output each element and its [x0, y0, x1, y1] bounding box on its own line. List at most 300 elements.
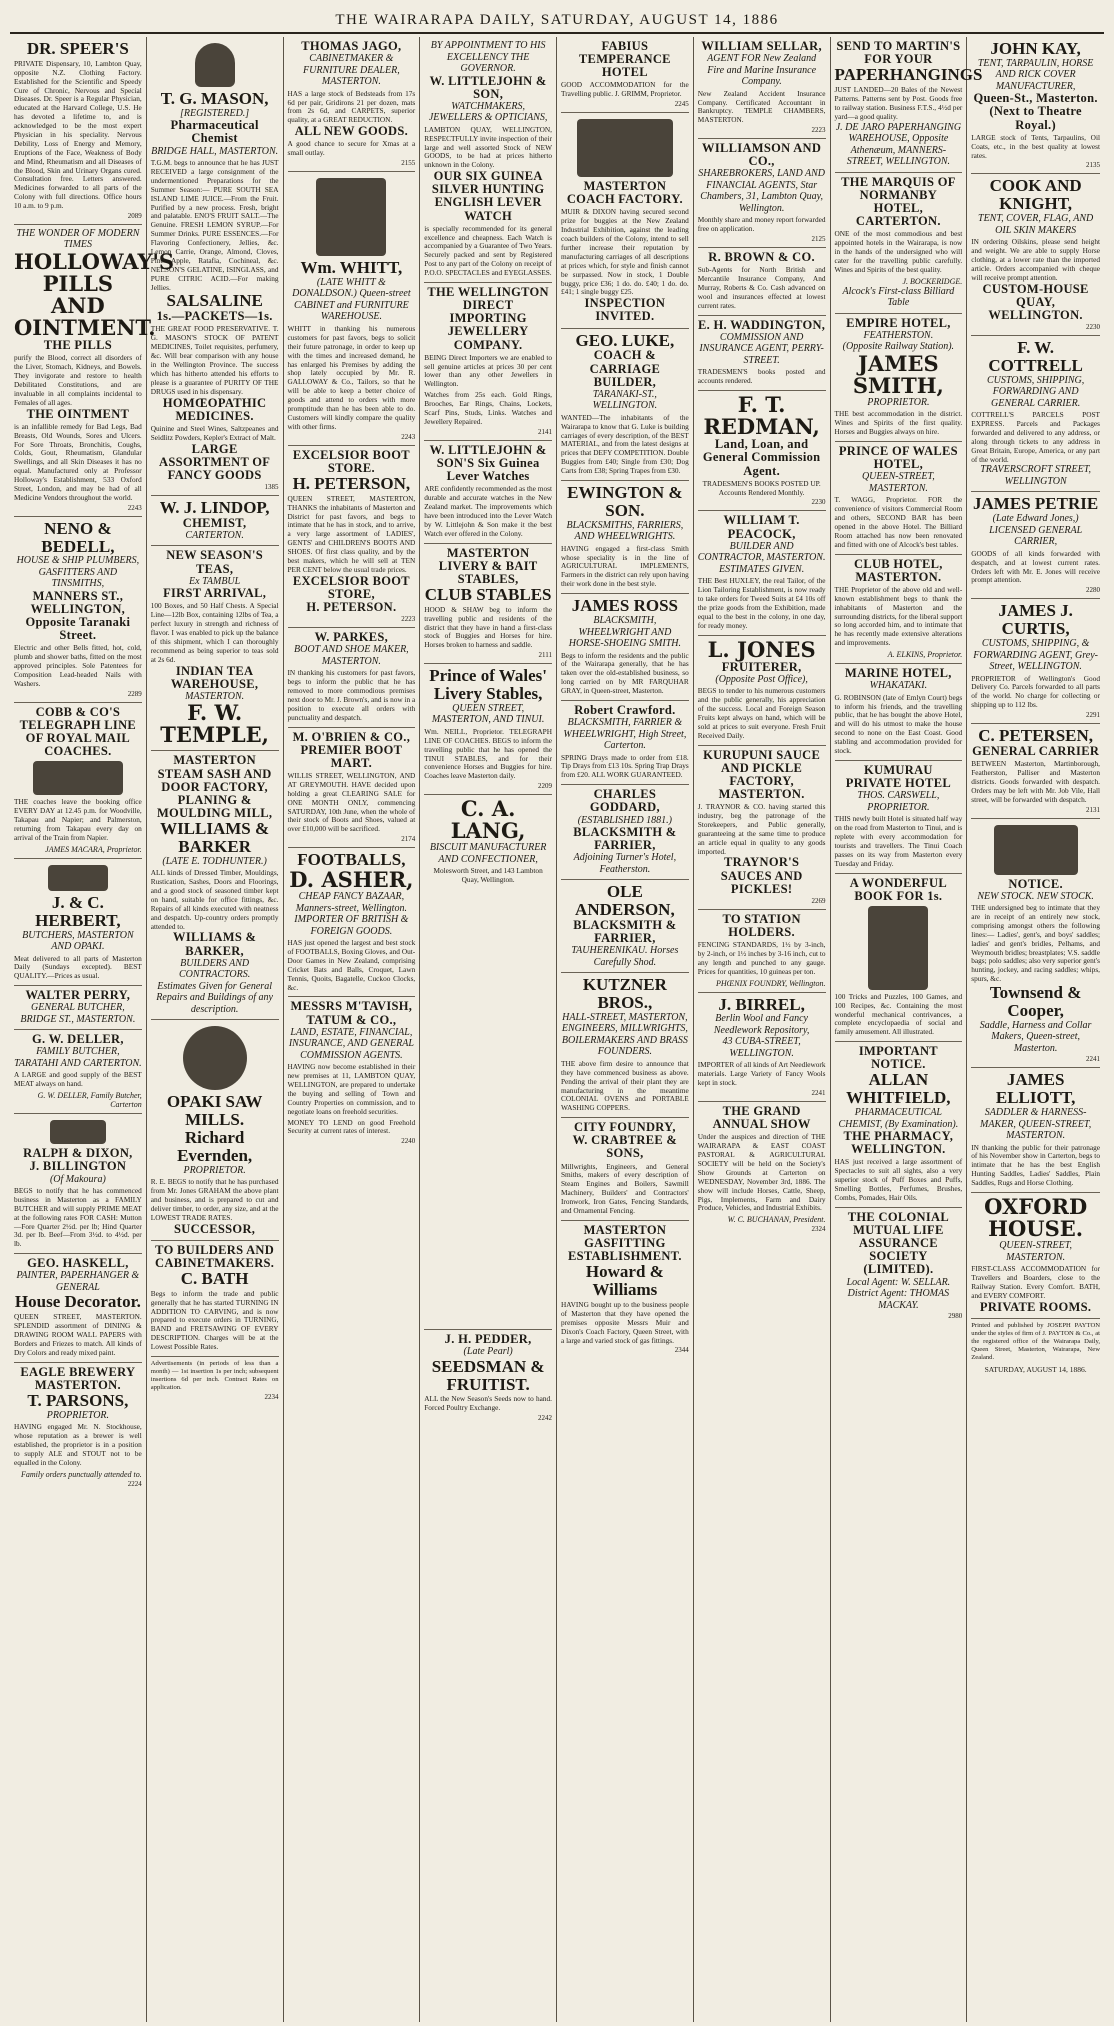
ad-body: IN thanking his customers for past favors, begs to inform the public that he has removed to more commodious premises next door to Mr. J. Brown's, and is now in a position to execute all orders with punctuality and despatch. — [287, 668, 416, 722]
ad-heading: J. BILLINGTON — [29, 1159, 127, 1174]
ad-body: FENCING STANDARDS, 1½ by 3-inch, by 2-inch, or 1½ inches by 3-16 inch, cut to any length and punched to any gauge. Prices for quantities, 10 guineas per ton. — [697, 940, 826, 976]
ad-pedder — [424, 1330, 552, 1426]
ad-billington — [14, 1114, 142, 1254]
ad-heading: TO BUILDERS AND CABINETMAKERS. — [155, 1242, 275, 1270]
ad-body: A good chance to secure for Xmas at a small outlay. — [287, 139, 416, 158]
ad-heading: NEW SEASON'S TEAS, — [166, 548, 264, 576]
ad-heading: WILLIAMSON AND CO., — [702, 141, 822, 169]
ad-body: T.G.M. begs to announce that he has JUST RECEIVED a large consignment of the undermentioned Preparations for the Summer Season:— PURE SOUTH SEA ISLAND LIME JUICE.—From the Fruit. Purified by a new process. Fresh, bright and palatable. ENO'S FRUIT SALT.—The Genuine. FRESH LEMON SYRUP.—For Summer Drinks. PURE ESSENCES.—For Flavoring Confectionery, Jellies, &c. Lemon Carrie, Orange, Almond, Cloves, Pine Apple, Ratafia, Cochineal, &c. NELSON'S GELATINE, ISINGLASS, and PURE CITRIC ACID.—For making Jellies. — [150, 158, 279, 292]
ad-subheading: Ex TAMBUL — [189, 575, 241, 587]
ad-subheading: (LATE WHITT & DONALDSON.) Queen-street CABINET and FURNITURE WAREHOUSE. — [292, 276, 411, 323]
ad-number: 2209 — [538, 782, 552, 791]
coach-illustration — [33, 761, 123, 795]
ad-address: CARTERTON. — [185, 529, 244, 541]
ad-heading: THE WELLINGTON DIRECT IMPORTING JEWELLERY COMPANY. — [427, 285, 549, 352]
ad-number: 2245 — [674, 100, 689, 109]
ad-mason — [151, 37, 279, 496]
ad-subheading: SADDLER & HARNESS-MAKER, QUEEN-STREET, MASTERTON. — [980, 1107, 1092, 1142]
ad-birrel — [698, 993, 826, 1103]
ad-address: Queen-St., Masterton. (Next to Theatre Royal.) — [973, 91, 1098, 132]
ad-subheading: PHARMACEUTICAL CHEMIST, (By Examination). — [838, 1107, 959, 1130]
ad-number: 2223 — [401, 615, 416, 624]
ad-body: THE Best HUXLEY, the real Tailor, of the Lion Tailoring Establishment, is now ready to take orders for Tweed Suits at £4 10s off the prize goods from the Exhibition, made equal to the best in the colony, in one day, for ready money. — [697, 576, 826, 630]
ad-holloway — [14, 225, 175, 517]
ad-station-holders — [698, 910, 826, 993]
ad-colonial-mutual — [835, 1208, 963, 1324]
ad-subheading: FAMILY BUTCHER, TARATAHI AND CARTERTON. — [14, 1046, 142, 1069]
ad-heading-large: F. T. REDMAN, — [703, 392, 820, 440]
ad-heading: J. BIRREL, — [718, 994, 805, 1014]
column-8 — [967, 37, 1104, 2022]
ad-body: JUST LANDED—20 Bales of the Newest Patterns. Patterns sent by Post. Goods free to railway station. Business F.T.S., 4½d per yard—a good quality. — [834, 85, 963, 121]
ad-subheading: PROPRIETOR. — [183, 1164, 246, 1176]
ad-heading: W. CRABTREE & SONS, — [572, 1133, 678, 1161]
ad-whitfield — [835, 1042, 963, 1208]
ad-oxford-house — [971, 1193, 1100, 1319]
ad-number: 2234 — [264, 1393, 279, 1402]
ad-heading: Prince of Wales' Livery Stables, — [429, 666, 547, 704]
ad-subheading: LAND, ESTATE, FINANCIAL, INSURANCE, AND GENERAL COMMISSION AGENTS. — [288, 1026, 414, 1061]
column-5 — [557, 37, 694, 2022]
sheep-illustration — [50, 1120, 106, 1144]
ad-elliott — [971, 1068, 1100, 1193]
ad-body: Quinine and Steel Wines, Saltzpeanes and Seidlitz Powders, Kepler's Extract of Malt. — [150, 423, 279, 442]
ad-address: TARANAKI-ST., WELLINGTON. — [592, 388, 658, 412]
ad-ross — [561, 594, 689, 701]
ad-body: Begs to inform the trade and public generally that he has started TURNING IN ADDITION TO CARVING, and is now prepared to execute orders in TURNING, BAND and FRETSAWING OF EVERY DESCRIPTION. Charges will be at the Lowest Possible Rates. — [150, 1288, 279, 1352]
ad-coach-factory — [561, 113, 689, 328]
ad-williams-barker — [151, 751, 279, 1020]
mortar-pestle-illustration — [195, 43, 235, 87]
ad-signature: JAMES MACARA, Proprietor. — [45, 844, 142, 854]
ad-subheading: GENERAL CARRIER — [972, 743, 1100, 758]
ad-number: 2230 — [1086, 322, 1100, 331]
ad-number: 1385 — [264, 482, 279, 491]
ad-bath — [151, 1241, 279, 1357]
ad-number: 2155 — [401, 159, 416, 168]
ad-heading-large: Howard & Williams — [585, 1262, 664, 1300]
ad-subheading: HOMŒOPATHIC MEDICINES. — [162, 395, 267, 423]
ad-subheading: TRAYNOR'S SAUCES AND PICKLES! — [720, 855, 803, 896]
ad-subheading: THE PHARMACY, WELLINGTON. — [843, 1129, 954, 1157]
ad-heading: EXCELSIOR BOOT STORE. — [292, 447, 410, 475]
ad-subheading: HOUSE & SHIP PLUMBERS, GASFITTERS AND TINSMITHS, — [16, 555, 140, 590]
ad-cobb-co — [14, 703, 142, 859]
column-3 — [284, 37, 421, 2022]
ad-subheading: SHAREBROKERS, LAND AND FINANCIAL AGENTS, Star Chambers, 31, Lambton Quay, Wellington. — [698, 168, 825, 214]
ad-club-hotel — [835, 555, 963, 664]
imprint-date: SATURDAY, AUGUST 14, 1886. — [984, 1364, 1087, 1374]
ad-heading: WILLIAMS & BARKER, — [173, 930, 257, 958]
ad-address: Adjoining Turner's Hotel, Featherston. — [573, 852, 677, 875]
ad-cottrell — [971, 336, 1100, 493]
ad-subheading: FEATHERSTON. — [863, 329, 934, 341]
ad-body: HAVING bought up to the business people of Masterton that they have opened the premises opposite Messrs Muir and Dixon's Coach Factory, Queen Street, with a large and varied stock of gas fittings. — [561, 1300, 689, 1345]
ad-body: THE coaches leave the booking office EVERY DAY at 12.45 p.m. for Woodville, Takapau and Napier; and Palmerston, returning from Takapau every day on arrival of the Train from Napier. — [14, 797, 142, 842]
ad-number: 2230 — [811, 498, 826, 507]
ad-signature: G. W. DELLER, Family Butcher, Carterton — [37, 1091, 142, 1110]
ad-signature: W. C. BUCHANAN, President. — [727, 1215, 826, 1225]
ad-note: Alcock's First-class Billiard Table — [842, 285, 955, 309]
ad-subheading: PROPRIETOR. — [867, 396, 930, 408]
ad-martin — [834, 37, 983, 173]
ad-address: MASTERTON. — [185, 690, 245, 702]
ad-heading: Richard Evernden, — [177, 1127, 253, 1165]
ad-number: 2980 — [948, 1312, 963, 1320]
ad-body: ALL the New Season's Seeds now to hand. Forced Poultry Exchange. — [424, 1394, 552, 1413]
ad-subheading: [REGISTERED.] — [180, 107, 250, 119]
ad-heading: KUTZNER BROS., — [582, 975, 667, 1013]
ad-body: MONEY TO LEND on good Freehold Security at current rates of interest. — [287, 1117, 416, 1136]
ad-number: 2135 — [1086, 161, 1100, 170]
ad-heading: R. BROWN & CO. — [708, 250, 815, 265]
ad-body: BEING Direct Importers we are enabled to sell genuine articles at prices 30 per cent lower than any other Jewellers in Wellington. — [424, 352, 552, 389]
ad-subheading: COMMISSION AND INSURANCE AGENT, PERRY-STREET. — [699, 331, 824, 366]
ad-body: Electric and other Bells fitted, hot, cold, plumb and shower baths, fitted on the most approved principles. Sole Patentees for Composition Lead-headed Nails with Washers. — [14, 643, 142, 689]
columns — [10, 37, 1104, 2022]
ad-body: WILLIS STREET, WELLINGTON, AND AT GREYMOUTH. HAVE decided upon holding a great CLEARING SALE for ONE MONTH ONLY, commencing SATURDAY, 10th June, when the whole of their stock of Boots and Shoes, valued at over £10,000 will be sacrificed. — [287, 770, 416, 834]
ad-asher — [288, 848, 416, 997]
ad-heading-large: JAMES SMITH, — [852, 350, 944, 398]
ad-heading: J. H. PEDDER, — [444, 1332, 532, 1347]
ad-parkes — [288, 628, 416, 727]
ad-heading: TO STATION HOLDERS. — [722, 911, 801, 939]
ad-number: 2240 — [401, 1137, 416, 1146]
column-2 — [147, 37, 284, 2022]
ad-heading: RALPH & DIXON, — [23, 1146, 133, 1161]
ad-body: ARE confidently recommended as the most durable and accurate watches in the New Zealand market. The improvements which have been introduced into the Lever Watch by W. Littlejohn & Son make it the best Watch ever offered in the Colony. — [424, 484, 552, 538]
ad-lindop — [151, 496, 279, 546]
ad-subheading: QUEEN-STREET, MASTERTON. — [861, 471, 935, 494]
ad-subheading: Land, Loan, and General Commission Agent. — [702, 437, 821, 478]
ad-heading: EXCELSIOR BOOT STORE, — [292, 573, 410, 601]
ad-number: 2243 — [401, 432, 416, 441]
ad-continuation-space — [424, 885, 552, 1325]
imprint-text: Printed and published by JOSEPH PAYTON under the styles of firm of J. PAYTON & Co., at the registered office of the Wairarapa Daily, Queen Street, Masterton, Wairarapa, New Zealand. — [971, 1321, 1100, 1361]
ad-heading: COOK AND KNIGHT, — [989, 176, 1082, 214]
ad-wonderful-book — [835, 874, 963, 1043]
ad-heading: NOTICE. — [1008, 876, 1063, 891]
ad-body: THE GREAT FOOD PRESERVATIVE. T. G. MASON'S STOCK OF PATENT MEDICINES, Toilet requisites, perfumery, &c. Will bear comparison with any house in the Wellington Province. The success which has hitherto attended his efforts to please is a guarantee of PURITY OF THE DRUGS used in his dispensary. — [150, 324, 279, 396]
saw-blade-illustration — [183, 1026, 247, 1090]
column-4 — [420, 37, 557, 2022]
ad-luke — [561, 329, 689, 481]
ad-marine-hotel — [835, 664, 963, 761]
ad-opaki-saw-mills — [151, 1020, 279, 1240]
ad-heading: EWINGTON & SON. — [567, 483, 683, 520]
ad-curtis — [971, 599, 1100, 724]
ad-number: 2241 — [811, 1089, 826, 1098]
ad-grand-show — [698, 1102, 826, 1237]
ad-heading: MASTERTON COACH FACTORY. — [566, 179, 683, 207]
ad-prince-of-wales-hotel — [835, 442, 963, 555]
ad-address: (Opposite Post Office), — [715, 673, 808, 685]
ad-haskell — [14, 1254, 142, 1362]
ad-subheading: (Opposite Railway Station). — [842, 341, 955, 353]
ad-heading: THOMAS JAGO, — [301, 39, 402, 53]
ad-subheading: (ESTABLISHED 1881.) — [577, 814, 672, 826]
ad-body: 100 Boxes, and 50 Half Chests. A Special Line—12lb Box, containing 12lbs of Tea, a perfect luxury in strength and richness of flavor. I was enabled to pick up the balance of this shipment, which I can thoroughly recommend as being superior to teas sold at 2s 6d. — [150, 601, 279, 664]
ad-jones-fruiterer — [698, 636, 826, 746]
ad-number: 2243 — [127, 503, 142, 512]
ad-heading: W. LITTLEJOHN & SON, — [429, 73, 547, 101]
ad-body: QUEEN STREET, MASTERTON. SPLENDID assortment of DINING & DRAWING ROOM WALL PAPERS with Borders and Friezes to match. All kinds of Dry Colors and ready mixed paint. — [14, 1312, 142, 1357]
ad-prince-of-wales-stables — [424, 664, 552, 795]
ad-heading: PRINCE OF WALES HOTEL, — [838, 444, 958, 472]
ad-body: HAVING engaged a first-class Smith whose speciality is in the line of AGRICULTURAL IMPLEMENTS, Farmers in the district can rely upon having their work done in the best style. — [561, 543, 689, 589]
cabinet-illustration — [316, 178, 386, 256]
ad-subheading: CABINETMAKER & FURNITURE DEALER, MASTERTON. — [303, 53, 400, 88]
ad-mctavish — [288, 997, 416, 1149]
ad-body: Millwrights, Engineers, and General Smiths, makers of every description of Steam Engines and Boilers, Sawmill Machinery, Builders' and Contractors' Ironwork, Iron Gates, Fencing Standards, and Ornamental Fencing. — [561, 1161, 689, 1216]
ad-heading: JAMES ELLIOTT, — [995, 1070, 1076, 1108]
ad-body: THE Proprietor of the above old and well-known establishment begs to thank the inhabitants of Masterton and the surrounding districts, for the liberal support so long accorded him, and to intimate that he has recently made extensive alterations and improvements. — [834, 584, 963, 648]
ad-wellington-jewellery — [424, 283, 552, 441]
ad-subheading: BUILDER AND CONTRACTOR, MASTERTON. ESTIMATES GIVEN. — [697, 540, 826, 575]
masthead — [10, 8, 1104, 34]
ad-heading: Robert Crawford. — [574, 702, 676, 717]
ad-heading: FIRST ARRIVAL, — [163, 586, 267, 601]
ad-heading: INDIAN TEA WAREHOUSE, — [170, 663, 259, 691]
imprint — [971, 1319, 1100, 1379]
ad-number: 2324 — [811, 1225, 826, 1234]
ad-heading: F. W. COTTRELL — [988, 337, 1083, 375]
ad-heading: THE GRAND ANNUAL SHOW — [712, 1104, 811, 1132]
ad-body: BEGS to notify that he has commenced business in Masterton as a FAMILY BUTCHER and will supply PRIME MEAT at the following rates FOR CASH: Mutton—Fore Quarter 2½d. per lb; Hind Quarter 3d. per lb. Beef—From 3½d. to 4½d. per lb. — [14, 1186, 142, 1249]
ad-crabtree — [561, 1118, 689, 1221]
ad-subheading: GENERAL BUTCHER, BRIDGE ST., MASTERTON. — [20, 1002, 136, 1025]
ad-howard-williams — [561, 1221, 689, 1359]
ad-perry — [14, 986, 142, 1030]
ad-body: HOOD & SHAW beg to inform the travelling public and residents of the district that they have in hand a first-class stock of Buggies and Horses for hire. Horses broken to harness and saddle. — [424, 604, 552, 650]
ad-address: MANNERS ST., WELLINGTON, Opposite Taranaki Street. — [25, 588, 131, 643]
ad-number: 2111 — [538, 651, 552, 660]
ad-body: QUEEN STREET, MASTERTON, THANKS the inhabitants of Masterton and District for past favors, and begs to intimate that he has in stock, and to arrive, a very large assortment of LADIES', GENTS' and CHILDREN'S BOOTS AND SHOES. Of first class quality, and by the best makers, which he will sell at TEN PER CENT below the usual trade prices. — [287, 493, 416, 574]
ad-heading: THE MARQUIS OF NORMANBY HOTEL, CARTERTON. — [841, 174, 956, 229]
ad-heading: CLUB HOTEL, MASTERTON. — [854, 556, 943, 584]
ad-subheading: (Of Makoura) — [49, 1173, 106, 1185]
column-7 — [831, 37, 983, 2022]
ad-subheading: CHEAP FANCY BAZAAR, Manners-street, Wellington. IMPORTER OF BRITISH & FOREIGN GOODS. — [294, 891, 409, 937]
ad-address: CUSTOM-HOUSE QUAY, WELLINGTON. — [982, 281, 1089, 322]
ad-subheading: SUCCESSOR, — [174, 1221, 256, 1236]
ad-subheading: BISCUIT MANUFACTURER AND CONFECTIONER, — [429, 842, 547, 865]
ad-subheading: PREMIER BOOT MART. — [300, 742, 403, 770]
ad-heading: JAMES PETRIE — [973, 494, 1099, 514]
ad-heading-large: OXFORD HOUSE. — [984, 1193, 1088, 1242]
ad-body: HAS just received a large assortment of Spectacles to suit all sights, also a very superior stock of Puff Boxes and Puffs, Smelling Bottles, Perfumes, Brushes, Combs, Pomades, Hair Oils. — [834, 1157, 963, 1202]
ad-subheading: BLACKSMITHS, FARRIERS, AND WHEELWRIGHTS. — [566, 519, 684, 543]
ad-kutzner — [561, 973, 689, 1118]
ad-heading: JAMES ROSS — [571, 596, 679, 616]
ad-body: Under the auspices and direction of THE WAIRARAPA & EAST COAST PASTORAL & AGRICULTURAL SOCIETY will be held on the Society's Show Grounds at Carterton on WEDNESDAY, November 3rd, 1886. The show will include Horses, Cattle, Sheep, Pigs, Implements, Farm and Dairy Produce, Vehicles, and Industrial Exhibits. — [697, 1132, 826, 1213]
ad-subheading: NEW STOCK. NEW STOCK. — [977, 890, 1094, 902]
ad-redman — [698, 391, 826, 511]
ad-body: THIS newly built Hotel is situated half way on the road from Masterton to Tinui, and is replete with every accommodation for tourists and travellers. The Tinui Coach passes on its way from Masterton every Tuesday and Friday. — [834, 814, 963, 868]
ad-whitt — [288, 172, 416, 446]
ad-body: G. ROBINSON (late of Emlyn Court) begs to inform his friends, and the travelling public, that he has bought the above Hotel, and will do his utmost to make the house second to none on the East Coast. Good stabling and accommodation provided for stock. — [834, 692, 963, 756]
ad-number: 2089 — [127, 211, 142, 220]
ad-heading: Wm. WHITT, — [300, 258, 403, 278]
ad-subheading: BUILDERS AND CONTRACTORS. — [179, 957, 251, 981]
ad-signature: Local Agent: W. SELLAR. District Agent: THOMAS MACKAY. — [846, 1276, 951, 1311]
ad-heading: M. O'BRIEN & CO., — [292, 729, 411, 744]
book-illustration — [868, 906, 928, 990]
ad-body: HAVING engaged Mr. N. Stockhouse, whose reputation as a brewer is well established, the proprietor is in a position to supply ALE and STOUT not to be equalled in the Colony. — [14, 1422, 142, 1467]
ad-fabius-hotel — [561, 37, 689, 113]
ad-kay — [971, 37, 1100, 174]
ad-body: Wm. NEILL, Proprietor. TELEGRAPH LINE OF COACHES. BEGS to inform the travelling public that he has opened the TINUI STABLES, and for their convenience Horses and Buggies for hire. Coaches leave Masterton daily. — [424, 726, 552, 781]
ad-heading: W. LITTLEJOHN & SON'S Six Guinea Lever Watches — [429, 442, 547, 484]
ad-heading: W. PARKES, — [314, 630, 389, 645]
ad-body: HAS just opened the largest and best stock of FOOTBALLS, Boxing Gloves, and Out-Door Games in New Zealand, comprising Cricket Bats and Balls, Croquet, Lawn Tennis, Quoits, Bagatelle, Cuckoo Clocks, &c. — [287, 938, 416, 992]
ad-subheading: BLACKSMITH & FARRIER, — [573, 917, 677, 946]
ad-heading: KUMURAU PRIVATE HOTEL — [845, 762, 951, 791]
ad-body: Watches from 25s each. Gold Rings, Brooches, Ear Rings, Chains, Lockets, Scarf Pins, Studs, Links. Watches and Jewellery Repaired. — [424, 390, 552, 426]
ad-number: 2269 — [811, 896, 826, 905]
ad-heading: MARINE HOTEL, — [845, 666, 952, 681]
ad-heading: SALSALINE — [166, 291, 263, 311]
ad-subheading: BUTCHERS, MASTERTON AND OPAKI. — [22, 929, 134, 953]
ad-heading: CITY FOUNDRY, — [573, 1120, 676, 1135]
ad-subheading: HALL-STREET, MASTERTON, ENGINEERS, MILLWRIGHTS, BOILERMAKERS AND BRASS FOUNDERS. — [561, 1011, 688, 1058]
ad-body: J. TRAYNOR & CO. having started this industry, beg the patronage of the Storekeepers, and Public generally, guaranteeing at the same time to produce an article equal in quality to any goods imported. — [697, 802, 826, 856]
ad-address: BRIDGE HALL, MASTERTON. — [151, 145, 279, 157]
ad-heading: A WONDERFUL BOOK FOR 1s. — [849, 875, 947, 903]
ad-body: SPRING Drays made to order from £18. Tip Drays from £13 10s. Spring Trap Drays from £20. ALL WORK GUARANTEED. — [561, 752, 689, 780]
ad-cook-knight — [971, 174, 1100, 336]
ad-body: THE best accommodation in the district. Wines and Spirits of the first quality. Horses and Buggies always on hire. — [834, 409, 963, 437]
ad-subheading: THOS. CARSWELL, PROPRIETOR. — [857, 790, 940, 813]
ad-six-guinea-watches — [424, 441, 552, 544]
ad-body: HAS a large stock of Bedsteads from 17s 6d per pair, Gridirons 21 per dozen, mats from 2s 6d, and CARPETS, superior quality, at a GREAT REDUCTION. — [287, 88, 416, 125]
ad-heading-large: C. A. LANG, — [450, 796, 526, 844]
ad-heading: GEO. HASKELL, — [27, 1256, 129, 1271]
ad-subheading: LARGE ASSORTMENT OF FANCY GOODS — [159, 441, 271, 482]
ad-subheading: BY APPOINTMENT TO HIS EXCELLENCY THE GOVERNOR. — [430, 40, 546, 74]
ad-subheading: (LATE E. TODHUNTER.) — [162, 855, 267, 867]
ad-petersen — [971, 724, 1100, 818]
ad-heading-large: House Decorator. — [14, 1292, 141, 1312]
ad-neno-bedell — [14, 517, 142, 703]
ad-body: GOOD ACCOMMODATION for the Travelling public. J. GRIMM, Proprietor. — [561, 80, 689, 99]
ad-body: TRADESMEN'S BOOKS POSTED UP. Accounts Rendered Monthly. — [702, 478, 821, 497]
ad-subheading: WATCHMAKERS, JEWELLERS & OPTICIANS, — [428, 100, 548, 124]
ad-heading: SEND TO MARTIN'S FOR YOUR — [836, 39, 961, 67]
ad-new-teas — [151, 546, 279, 751]
buggy-illustration — [577, 119, 673, 177]
ad-heading: T. G. MASON, — [160, 89, 269, 108]
ad-subheading: THE OINTMENT — [26, 406, 130, 421]
ad-body: IN thanking the public for their patronage of his November show in Carterton, begs to intimate that he has the best English Hunting Saddles, Ladies' Saddles, Plain Saddles, Rugs and Horse Clothing. — [971, 1142, 1100, 1188]
ad-body: A LARGE and good supply of the BEST MEAT always on hand. — [14, 1070, 142, 1089]
ad-heading: JAMES J. CURTIS, — [998, 601, 1073, 639]
ad-body: purify the Blood, correct all disorders of the Liver, Stomach, Kidneys, and Bowels. They invigorate and restore to health Debilitated Constitutions, and are invaluable in all complaints incidental to Females of all ages. — [14, 353, 142, 407]
ad-heading: IMPORTANT NOTICE. — [858, 1044, 938, 1072]
ad-heading: SEEDSMAN & FRUITIST. — [431, 1356, 545, 1394]
ad-subheading: PRIVATE ROOMS. — [979, 1299, 1092, 1314]
ad-body: T. WAGG, Proprietor. FOR the convenience of visitors Commercial Room and others, SECOND BAR has been opened in the above Hotel. The Billiard Room attached has now been renovated and fitted with one of Alcock's best tables. — [834, 495, 963, 549]
ad-body: HAVING now become established in their new premises at 11, LAMBTON QUAY, WELLINGTON, are prepared to undertake the buying and selling of Town and Country Properties on commission, and to negotiate loans on freehold securities. — [287, 1062, 416, 1116]
ad-subheading: INSPECTION INVITED. — [584, 296, 666, 324]
ox-illustration — [48, 865, 108, 891]
ad-body: ALL kinds of Dressed Timber, Mouldings, Rustication, Sashes, Doors and Floorings, and a good stock of seasoned timber kept on hand, suitable for office fittings, &c. Repairs of all kinds executed with neatness and despatch. Up-country orders promptly attended to. — [150, 868, 279, 931]
ad-heading: ALLAN WHITFIELD, — [846, 1070, 951, 1108]
ad-body: FIRST-CLASS ACCOMMODATION for Travellers and Boarders, close to the Railway Station. Every Comfort. BATH, and EVERY COMFORT. — [971, 1264, 1100, 1300]
ad-heading: GEO. LUKE, — [575, 330, 675, 350]
ad-heading: KURUPUNI SAUCE AND PICKLE FACTORY, MASTERTON. — [703, 747, 821, 801]
ad-number: 2291 — [1086, 711, 1100, 720]
ad-body: LARGE stock of Tents, Tarpaulins, Oil Coats, etc., in the best quality at lowest rates. — [971, 132, 1100, 160]
ad-body: IMPORTER of all kinds of Art Needlework materials. Large Variety of Fancy Wools kept in stock. — [697, 1060, 826, 1088]
ad-signature: PHŒNIX FOUNDRY, Wellington. — [716, 978, 826, 988]
ad-subheading: J. DE JARO PAPERHANGING WAREHOUSE, Opposite Athenæum, MANNERS-STREET, WELLINGTON. — [835, 121, 962, 168]
ad-heading: HOLLOWAY'S PILLS AND OINTMENT. — [14, 248, 175, 341]
ad-anderson — [561, 880, 689, 973]
ad-note: Estimates Given for General Repairs and Buildings of any description. — [156, 980, 273, 1015]
column-1 — [10, 37, 175, 2022]
ad-subheading: 1s.—PACKETS—1s. — [156, 309, 273, 324]
ad-heading: NENO & BEDELL, — [41, 518, 115, 556]
ad-subheading: CHEMIST, — [182, 515, 247, 530]
ad-goddard — [561, 785, 689, 880]
ad-subheading: QUEEN STREET, MASTERTON, AND TINUI. — [431, 702, 545, 726]
ad-number: 2141 — [538, 427, 552, 436]
ad-heading: JOHN KAY, — [990, 39, 1081, 58]
ad-number: 2125 — [811, 235, 826, 244]
ad-body: BETWEEN Masterton, Martinborough, Featherston, Palliser and Masterton districts. Goods forwarded with despatch. Orders may be left with Mr. Job Vile, Hall street, will be forwarded with despatch. — [971, 759, 1100, 804]
ad-subheading: Saddle, Harness and Collar Makers, Queen-street, Masterton. — [979, 1019, 1092, 1054]
ad-body: COTTRELL'S PARCELS POST EXPRESS. Parcels and Packages forwarded and delivered to any address, or along through tickets to any address in Great Britain, Europe, America, or any part of the world. — [971, 410, 1100, 464]
ad-subheading: THE WONDER OF MODERN TIMES — [16, 227, 140, 251]
ad-subheading: PROPRIETOR. — [46, 1409, 110, 1421]
ad-townsend-cooper — [971, 819, 1100, 1069]
advertising-rates — [151, 1357, 279, 1405]
ad-number: 2289 — [127, 689, 142, 698]
ad-heading: C. PETERSEN, — [978, 726, 1094, 746]
ad-heading-large: D. ASHER, — [289, 867, 414, 893]
ad-heading: THE COLONIAL MUTUAL LIFE ASSURANCE SOCIETY (LIMITED). — [847, 1209, 949, 1277]
ad-subheading: WHAKATAKI. — [869, 680, 928, 692]
ad-address: TRAVERSCROFT STREET, WELLINGTON — [980, 464, 1092, 487]
ad-heading: OUR SIX GUINEA SILVER HUNTING ENGLISH LEVER WATCH — [431, 169, 545, 223]
ad-heading: FOOTBALLS, — [297, 850, 406, 870]
ad-number: 2223 — [811, 126, 826, 135]
ad-body: IN ordering Oilskins, please send height and weight. We are able to supply Horse clothing, at a lower rate than the imported article. Orders accompanied with cheque will receive prompt attention. — [971, 237, 1100, 282]
ad-body: Begs to inform the residents and the public of the Wairarapa generally, that he has taken over the old-established business, so long carried on by MR FARQUHAR GRAY, in Queen-street, Masterton. — [561, 650, 689, 696]
ad-body: New Zealand Accident Insurance Company. Certificated Accountant in Bankruptcy. TEMPLE CHAMBERS, MASTERTON. — [697, 88, 826, 125]
ad-subheading: TENT, TARPAULIN, HORSE AND RICK COVER MANUFACTURER, — [977, 57, 1094, 92]
ad-heading: H. PETERSON. — [306, 599, 397, 614]
ad-brown — [698, 248, 826, 316]
ad-heading: J. & C. HERBERT, — [35, 892, 121, 930]
rates-note: Advertisements (in periods of less than a month) — 1st insertion 1s per inch; subsequent insertions 6d per inch. Contract Rates on application. — [150, 1359, 279, 1392]
ad-body: GOODS of all kinds forwarded with despatch, and at lowest current rates. Orders left with Mr. E. Jones will receive prompt attention. — [971, 548, 1100, 585]
ad-heading: WALTER PERRY, — [25, 988, 131, 1003]
ad-number: 2242 — [538, 1414, 552, 1423]
ad-waddington — [698, 316, 826, 391]
ad-subheading: Berlin Wool and Fancy Needlework Repository, — [713, 1013, 810, 1036]
ad-heading: ALL NEW GOODS. — [294, 124, 409, 139]
ad-heading: T. PARSONS, — [27, 1390, 129, 1410]
ad-heading: FABIUS TEMPERANCE HOTEL — [578, 39, 671, 80]
ad-heading: EAGLE BREWERY MASTERTON. — [20, 1364, 136, 1392]
ad-subheading: PAINTER, PAPERHANGER & GENERAL — [16, 1270, 140, 1293]
ad-subheading: (Late Pearl) — [463, 1346, 513, 1358]
ad-body: PROPRIETOR of Wellington's Good Delivery Co. Parcels forwarded to all parts of the world. No charge for collecting or shipping up to 112 lbs. — [971, 673, 1100, 710]
ad-heading: E. H. WADDINGTON, — [698, 317, 826, 332]
ad-body: Sub-Agents for North British and Mercantile Insurance Company, And Murray, Roberts & Co. Cash advanced on wool and insurances effected at lowest current rates. — [697, 265, 826, 310]
